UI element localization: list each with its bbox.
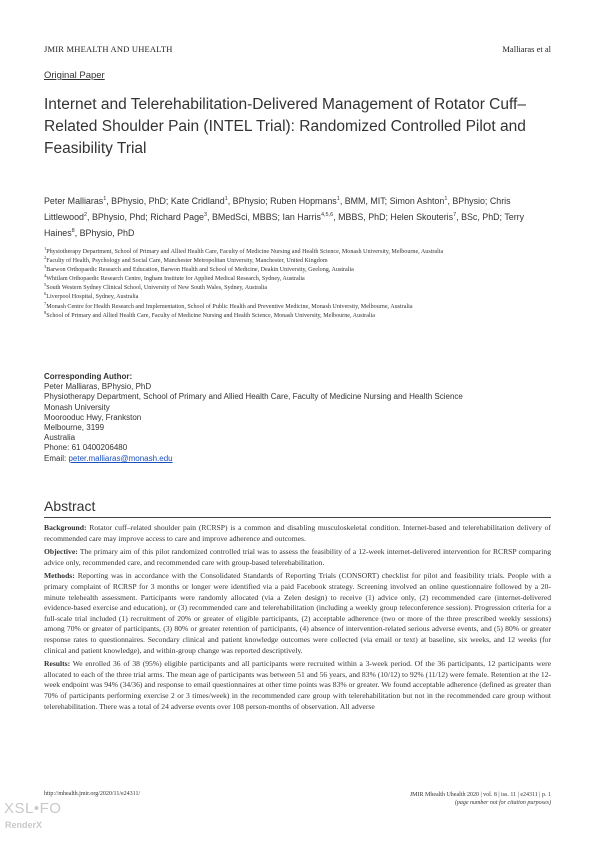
footer-url[interactable]: http://mhealth.jmir.org/2020/11/e24311/ [44,791,141,797]
author-degrees: , BPhysio, Phd; [87,212,151,223]
citation-text: JMIR Mhealth Uhealth 2020 | vol. 8 | iss. 11 | e24311 | p. 1 [409,792,551,798]
affiliation-text: Liverpool Hospital, Sydney, Australia [46,294,139,301]
corresponding-author [44,372,554,464]
affiliation [44,275,559,284]
corresponding-univ: Monash University [44,402,110,412]
affiliation-text: Monash Centre for Health Research and Implementation, School of Public Health and Preventive Medicine, Monash University, Melbourne, Australia [46,303,413,310]
author-degrees: , BPhysio; [447,196,490,206]
corresponding-dept: Physiotherapy Department, School of Primary and Allied Health Care, Faculty of Medicine Nursing and Health Science [44,392,463,402]
author-affiliation-mark: 3 [203,212,208,219]
author [390,212,504,222]
corresponding-phone: Phone: 61 0400206480 [44,443,128,453]
affiliation-number: 8 [44,309,47,315]
author-name: Richard Page [150,212,204,223]
abstract-body [44,523,551,715]
author-degrees: , MBBS, PhD; [333,212,391,223]
author-affiliation-mark: 7 [453,212,457,219]
abstract-methods [44,571,551,656]
affiliation [44,309,559,321]
objective-text: The primary aim of this pilot randomized controlled trial was to assess the feasibility of a 12-week internet-delivered intervention for RCRSP comparing advice only, recommended care, and recommended care with group-based telerehabilitation. [44,547,551,567]
corresponding-country: Australia [44,433,76,443]
citation-note: (page number not for citation purposes) [454,800,551,806]
affiliation-text: Physiotherapy Department, School of Primary and Allied Health Care, Faculty of Medicine Nursing and Health Science, Monash University, Melbourne, Australia [46,249,444,255]
author-degrees: , BPhysio, PhD [74,228,135,239]
author-name: Peter Malliaras [44,196,104,206]
author-affiliation-mark: 2 [83,212,88,219]
author-affiliation-mark: 1 [444,196,448,203]
author-name: Kate Cridland [170,196,225,206]
email-label: Email: [44,453,69,463]
abstract-background [44,523,551,544]
xslfo-watermark: XSL•FO [4,800,62,817]
corresponding-email-line [44,454,554,464]
section-tag: Original Paper [44,70,105,81]
affiliation-text: South Western Sydney Clinical School, University of New South Wales, Sydney, Australia [46,285,268,292]
affiliation-number: 1 [44,245,47,251]
corresponding-city: Melbourne, 3199 [44,423,105,433]
affiliation [44,284,559,293]
abstract-objective [44,547,551,568]
email-link[interactable]: peter.malliaras@monash.edu [68,453,173,463]
author [390,196,490,206]
author-degrees: , BSc, PhD; [456,212,505,223]
author [150,212,282,222]
author-name: Ruben Hopmans [270,196,337,206]
abstract-heading: Abstract [44,498,96,514]
affiliation-number: 5 [44,282,47,288]
results-text: We enrolled 36 of 38 (95%) eligible participants and all participants were recruited within a 3-week period. Of the 36 participants, 12 participants were allocated to each of the three trial arms. The mean age of participants was between 51 and 56 years, and 83% (10/12) to 92% (11/12) were female. Retention at the 12-week endpoint was 94% (34/36) and response to email questionnaires at other time points was 83% or greater. We found acceptable adherence (defined as greater than 70% of participants performing exercise 2 or 3 times/week) in the recommended care group with telerehabilitation but not in the recommended care group without telerehabilitation. There was a total of 24 adverse events over 108 person-months of observation. All adverse [44,659,552,711]
affiliation-text: Barwon Orthopaedic Research and Education, Barwon Health and School of Medicine, Deakin University, Geelong, Australia [46,267,354,274]
corresponding-name: Peter Malliaras, BPhysio, PhD [44,382,152,392]
footer-citation [410,791,551,807]
abstract-results [44,659,551,712]
author-affiliation-mark: 1 [103,196,107,203]
affiliation [44,245,559,257]
affiliation-number: 4 [44,273,47,279]
author-degrees: , BPhysio, PhD; [106,196,171,206]
affiliation-text: Whitlam Orthopaedic Research Centre, Ingham Institute for Applied Medical Research, Sydney, Australia [46,276,305,283]
affiliation [44,257,559,266]
renderx-watermark: RenderX [5,820,43,830]
author [283,212,391,222]
author-affiliation-mark: 1 [224,196,228,203]
background-label: Background: [44,523,87,532]
running-author: Malliaras et al [502,44,551,54]
affiliation [44,300,559,312]
affiliation-list [44,245,559,321]
author-name: Helen Skouteris [390,212,454,223]
corresponding-heading: Corresponding Author: [44,372,133,381]
affiliation-number: 3 [44,264,47,270]
affiliation-text: School of Primary and Allied Health Care, Faculty of Medicine Nursing and Health Science, Monash University, Melbourne, Australia [46,312,376,319]
paper-title: Internet and Telerehabilitation-Delivered Management of Rotator Cuff–Related Shoulder Pain (INTEL Trial): Randomized Controlled Pilot and Feasibility Trial [44,96,526,157]
author-degrees: , BMM, MIT; [339,196,390,206]
affiliation [44,293,559,302]
author-name: Terry Haines [44,212,525,239]
results-label: Results: [44,659,71,669]
author-degrees: , BMedSci, MBBS; [207,212,283,223]
author-degrees: , BPhysio; [227,196,271,206]
author-list [44,193,554,242]
affiliation-number: 6 [44,291,47,297]
corresponding-street: Moorooduc Hwy, Frankston [44,412,142,422]
author-name: Chris Littlewood [44,196,511,223]
methods-label: Methods: [44,571,75,581]
author [270,196,389,206]
author-name: Simon Ashton [389,196,445,206]
objective-label: Objective: [44,547,78,557]
author-affiliation-mark: 1 [336,196,340,203]
author-affiliation-mark: 4,5,6 [320,212,334,219]
affiliation-text: Faculty of Health, Psychology and Social Care, Manchester Metropolitan University, Manchester, United Kingdom [46,258,328,265]
affiliation-number: 2 [44,255,47,261]
methods-text: Reporting was in accordance with the Consolidated Standards of Reporting Trials (CONSORT) checklist for pilot and feasibility trials. People with a primary complaint of RCRSP for 3 months or longer were identified via a paid Facebook strategy. Screening involved an online questionnaire followed by a 20-minute telehealth assessment. Participants were randomly allocated (via a Zelen design) to receive (1) advice only, (2) recommended care (internet-delivered evidence-based exercise and education), or (3) recommended care and telerehabilitation (including a weekly group teleconference session). Progression criteria for a full-scale trial included (1) recruitment of 20% or greater of eligible participants, (2) acceptable adherence (two or more of the three prescribed weekly sessions) among 70% or greater of participants, (3) 80% or greater retention of participants, (4) absence of intervention-related serious adverse events, and (5) 80% or greater response rates to questionnaires. Secondary clinical and patient knowledge outcomes were collected (via email or text) at baseline, six weeks, and 12 weeks (for clinical and patient knowledge), and within-group change was reported descriptively. [44,571,551,655]
affiliation [44,266,559,275]
journal-header: JMIR MHEALTH AND UHEALTH [44,44,173,54]
abstract-divider [44,517,551,518]
author-name: Ian Harris [282,212,321,223]
author [171,196,270,206]
author-affiliation-mark: 8 [71,228,75,235]
background-text: Rotator cuff–related shoulder pain (RCRSP) is a common and disabling musculoskeletal condition. Internet-based and telerehabilitation delivery of recommended care may improve access to care and improve adherence and outcomes. [44,523,551,543]
author [44,196,171,206]
affiliation-number: 7 [44,300,47,306]
